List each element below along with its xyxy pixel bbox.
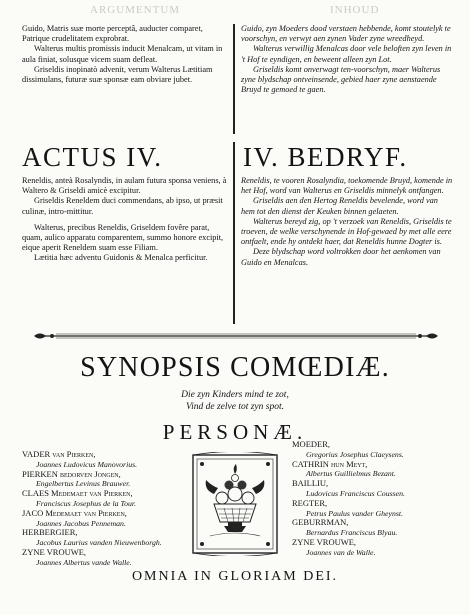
dutch-paragraph: Guido, zyn Moeders dood verstaen hebbende, komt stoutelyk te voorschyn, en verwyt aen zynen Vader zyne wreedheyd. [241, 24, 451, 44]
persona-role: MOEDER, [292, 439, 331, 449]
latin-act-heading: ACTUS IV. [22, 142, 163, 172]
persona-role: HERBERGIER, [22, 527, 78, 538]
persona-entry [22, 548, 192, 568]
persona-actor: Bernardus Franciscus Blyau. [306, 528, 398, 538]
dutch-column-top [241, 24, 453, 95]
latin-column-bottom [22, 176, 228, 264]
persona-actor: Gregorius Josephus Claeysens. [306, 449, 404, 459]
ornamental-divider [32, 331, 440, 341]
latin-paragraph: Griseldis inopinatò advenit, verum Walterus Lætitiam dissimulans, futuræ suæ sponsæ eam obviare jubet. [22, 64, 213, 85]
persona-entry [22, 509, 192, 529]
motto-line-1: Die zyn Kinders mind te zot, [181, 390, 289, 400]
dutch-column-bottom [241, 176, 453, 268]
latin-paragraph: Reneldis, anteà Rosalyndis, in aulam futura sponsa veniens, à Waltero & Griseldi amicè excipitur. [22, 176, 227, 196]
dutch-paragraph: Walterus bereyd zig, op 't verzoek van Reneldis, Griseldis te troeven, de welke verschynende in Hof-gewaed by met alle eere ontfaelt, ende hy ontdekt haer, dat Reneldis hunne Dogter is. [241, 216, 452, 247]
persona-entry [292, 479, 462, 499]
persona-role: JACO Medemaet van Pierken, [22, 507, 127, 518]
persona-actor: Jacobus Laurius vanden Nieuwenborgh. [36, 538, 162, 548]
closing-motto: OMNIA IN GLORIAM DEI. [131, 569, 339, 584]
motto-line-2: Vind de zelve tot zyn spot. [186, 402, 284, 412]
persona-entry [292, 518, 462, 538]
persona-role: PIERKEN bedorven Jongen, [22, 468, 121, 479]
persona-entry [22, 450, 192, 470]
dutch-act-heading: IV. BEDRYF. [243, 142, 408, 172]
personae-heading: PERSONÆ. [162, 420, 308, 444]
latin-paragraph: Lætitia hæc adventu Guidonis & Menalca perficitur. [34, 253, 208, 263]
dutch-paragraph: Reneldis, te vooren Rosalyndia, toekomende Bruyd, komende in het Hof, word van Walterus en Griseldis minnelyk ontfangen. [241, 176, 453, 196]
persona-entry [292, 440, 462, 460]
persona-role: CATHRIN hun Meyt, [292, 458, 368, 469]
synopsis-title: SYNOPSIS COMŒDIÆ. [80, 352, 390, 383]
dutch-paragraph: Griseldis aen den Hertog Reneldis bevelende, word van hem tot den dienst der Keuken binnen gelaeten. [241, 196, 438, 216]
dutch-paragraph: Walterus verwillig Menalcas door vele beloften zyn leven in 't Hof te eyndigen, en beweent alleen zyn Lot. [241, 44, 452, 64]
fruit-basket-ornament-icon [190, 452, 280, 556]
persona-role: ZYNE VROUWE, [292, 536, 357, 547]
persona-actor: Franciscus Josephus de la Tour. [36, 498, 136, 508]
persona-role: BAILLIU, [292, 478, 329, 489]
persona-role: CLAES Medemaet van Pierken, [22, 488, 133, 499]
persona-entry [292, 499, 462, 519]
persona-actor: Joannes Jacobus Penneman. [36, 518, 126, 528]
ghost-heading-left: ARGUMENTUM [90, 4, 181, 16]
persona-entry [292, 460, 462, 480]
persona-role: ZYNE VROUWE, [22, 546, 87, 557]
persona-entry [292, 538, 462, 558]
latin-paragraph: Guido, Matris suæ morte perceptâ, auducter comparet, Patrique crudelitatem exprobrat. [22, 24, 203, 44]
persona-actor: Petrus Paulus vander Gheynst. [306, 508, 404, 518]
ghost-heading-right: INHOUD [330, 4, 380, 16]
persona-actor: Joannes Albertus vande Walle. [36, 557, 132, 567]
persona-actor: Engelbertus Levinus Brauwer. [36, 479, 131, 489]
latin-paragraph: Griseldis Reneldem duci commendans, ab ipso, ut præsit culinæ, intro-mittitur. [22, 196, 223, 216]
persona-role: REGTER, [292, 497, 328, 508]
persona-entry [22, 489, 192, 509]
persona-actor: Ludovicus Franciscus Coussen. [306, 488, 405, 498]
persona-role: VADER van Pierken, [22, 449, 96, 459]
persona-entry [22, 470, 192, 490]
persona-entry [22, 528, 192, 548]
personae-list-left [22, 450, 192, 568]
dutch-paragraph: Griseldis komt onverwagt ten-voorschyn, maer Walterus zyne blydschap ontveinsende, gebied haer zyne aenstaende Bruyd te gemoed te gaen. [241, 64, 441, 95]
latin-paragraph: Walterus, precibus Reneldis, Griseldem fovêre parat, quam, aulico apparatu comparentem, summo honore excipit, eique aperit Reneldem suam esse Filiam. [22, 222, 224, 253]
personae-list-right [292, 440, 462, 558]
column-separator-bottom [233, 142, 235, 324]
persona-actor: Albertus Guillielmus Bezant. [306, 469, 396, 479]
column-separator-top [233, 24, 235, 134]
persona-actor: Joannes van de Walle. [306, 547, 376, 557]
latin-paragraph: Walterus multis promissis inducit Menalcam, ut vitam in aula finiat, solusque vicem suam defleat. [22, 44, 223, 64]
persona-role: GEBURRMAN, [292, 517, 349, 528]
latin-column-top [22, 24, 228, 85]
dutch-paragraph: Deze blydschap word voltrokken door het aenkomen van Guido en Menalcas. [241, 247, 441, 267]
persona-actor: Joannes Ludovicus Manovorius. [36, 459, 138, 469]
